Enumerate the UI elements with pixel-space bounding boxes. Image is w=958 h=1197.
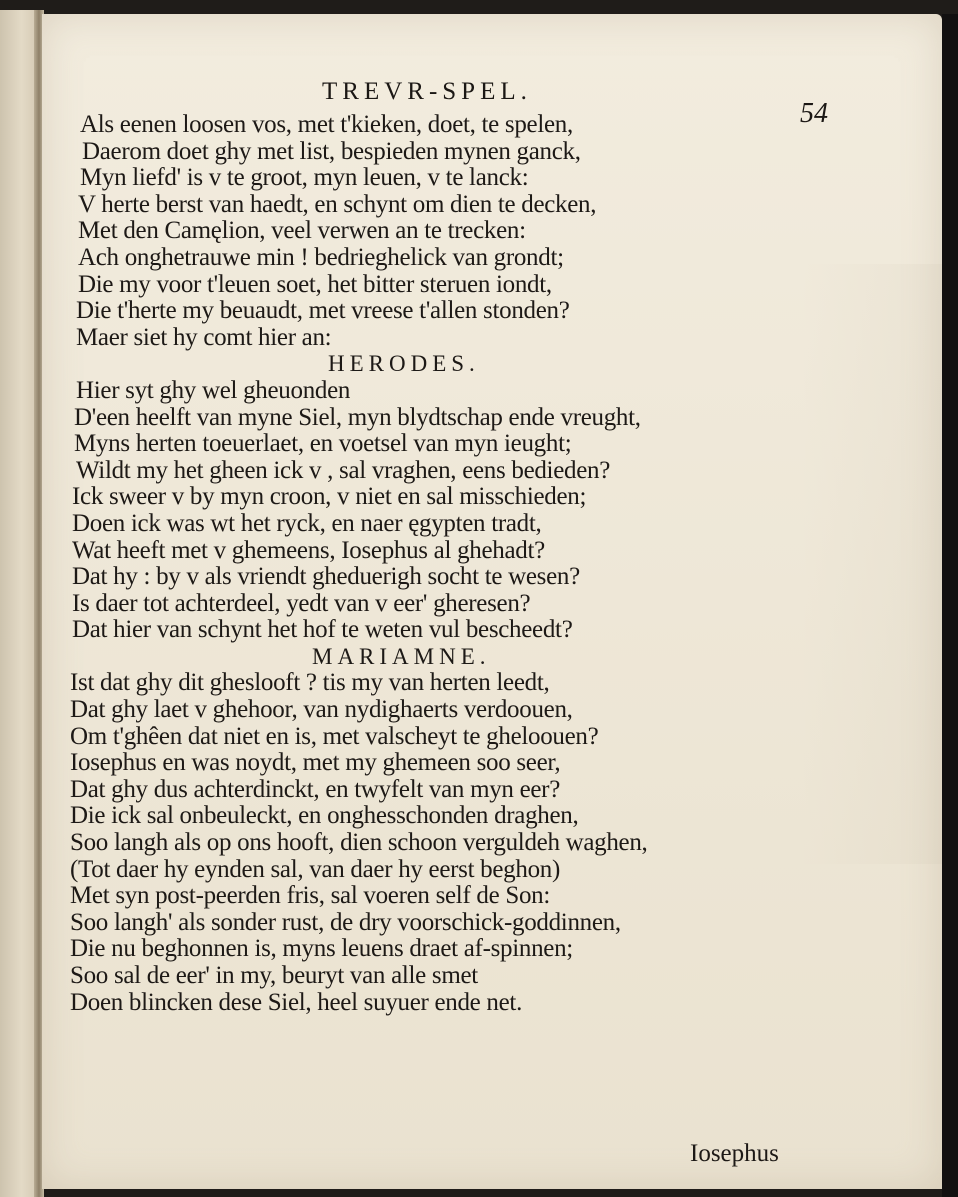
verse-line: Dat hy : by v als vriendt gheduerigh socht te wesen? [72, 563, 580, 591]
verse-line: Die my voor t'leuen soet, het bitter steruen iondt, [78, 270, 552, 298]
verse-line: Ach onghetrauwe min ! bedrieghelick van grondt; [78, 243, 564, 271]
verse-line: Soo langh' als sonder rust, de dry voorschick-goddinnen, [70, 908, 621, 936]
verse-line: Doen blincken dese Siel, heel suyuer ende net. [70, 988, 523, 1016]
verse-section-3 [70, 670, 790, 1016]
verse-line: Is daer tot achterdeel, yedt van v eer' gheresen? [72, 589, 531, 617]
verse-line: Met syn post-peerden fris, sal voeren self de Son: [70, 882, 551, 910]
catchword: Iosephus [690, 1140, 779, 1167]
verse-line: Myn liefd' is v te groot, myn leuen, v te lanck: [80, 164, 529, 192]
verse-line: Wildt my het gheen ick v , sal vraghen, eens bedieden? [76, 456, 610, 484]
verse-line: Als eenen loosen vos, met t'kieken, doet, te spelen, [80, 111, 573, 138]
facing-page-edge [0, 10, 36, 1197]
verse-line: Die nu beghonnen is, myns leuens draet af-spinnen; [70, 935, 573, 963]
page-number: 54 [800, 98, 828, 129]
verse-line: Iosephus en was noydt, met my ghemeen soo seer, [70, 749, 561, 777]
verse-line: Soo langh als op ons hooft, dien schoon verguldeh waghen, [70, 829, 648, 857]
show-through-shadow [802, 264, 952, 864]
running-head: TREVR-SPEL. [322, 78, 532, 105]
verse-line: Ist dat ghy dit gheslooft ? tis my van herten leedt, [70, 669, 550, 697]
play-text [70, 112, 790, 1016]
verse-line: Myns herten toeuerlaet, en voetsel van myn ieught; [74, 430, 572, 458]
verse-line: Wat heeft met v ghemeens, Iosephus al ghehadt? [72, 536, 545, 564]
verse-line: Daerom doet ghy met list, bespieden mynen ganck, [82, 137, 581, 165]
verse-line: Dat ghy laet v ghehoor, van nydighaerts verdoouen, [70, 696, 573, 724]
verse-line: Doen ick was wt het ryck, en naer ęgypten tradt, [72, 509, 542, 537]
verse-line: Om t'ghêen dat niet en is, met valscheyt te gheloouen? [70, 722, 599, 750]
verse-line: Met den Camęlion, veel verwen an te trecken: [78, 217, 526, 245]
verse-line: Hier syt ghy wel gheuonden [76, 376, 351, 404]
speaker-heading-herodes: HERODES. [328, 351, 480, 377]
verse-line: D'een heelft van myne Siel, myn blydtschap ende vreught, [74, 403, 641, 431]
speaker-heading-mariamne: MARIAMNE. [312, 643, 491, 669]
verse-section-1 [70, 112, 790, 351]
verse-line: Dat hier van schynt het hof te weten vul bescheedt? [72, 616, 573, 644]
verse-line: Maer siet hy comt hier an: [76, 323, 332, 351]
verse-line: Die t'herte my beuaudt, met vreese t'allen stonden? [76, 297, 570, 325]
scan-right-edge [942, 14, 958, 1197]
verse-line: V herte berst van haedt, en schynt om dien te decken, [78, 190, 597, 218]
verse-section-2 [70, 378, 790, 644]
verse-line: Soo sal de eer' in my, beuryt van alle smet [70, 962, 478, 989]
verse-line: (Tot daer hy eynden sal, van daer hy eerst beghon) [70, 855, 561, 883]
verse-line: Die ick sal onbeuleckt, en onghesschonden draghen, [70, 802, 579, 830]
verse-line: Ick sweer v by myn croon, v niet en sal misschieden; [72, 483, 587, 511]
verse-line: Dat ghy dus achterdinckt, en twyfelt van myn eer? [70, 775, 560, 803]
